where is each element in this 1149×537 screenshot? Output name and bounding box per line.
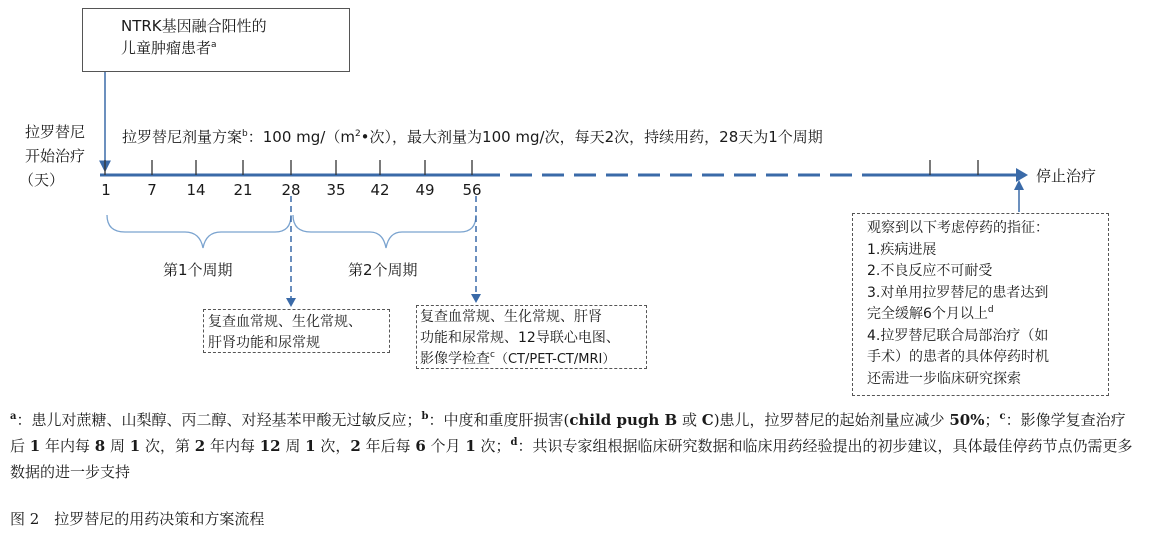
patient-box-sup: a [211, 40, 217, 50]
stop-box-title: 观察到以下考虑停药的指征： [867, 220, 1049, 236]
cycle2-brace [293, 215, 476, 248]
check2-arrowhead [471, 294, 481, 303]
footnote-b-bold2: C [701, 411, 714, 429]
footnote-c-b8: 6 [415, 437, 426, 455]
tick-label: 56 [462, 181, 482, 199]
tick-label: 49 [415, 181, 435, 199]
stop-arrowhead [1014, 180, 1024, 190]
start-label-line2: 开始治疗 [25, 147, 86, 165]
start-label [19, 120, 86, 192]
footnotes [10, 407, 1140, 485]
footnote-c-text3: 周 [105, 437, 130, 455]
footnote-b-bold3: 50% [949, 411, 985, 429]
tick-label: 35 [326, 181, 346, 199]
patient-box [82, 8, 350, 72]
stop-treatment-label: 停止治疗 [1036, 167, 1097, 185]
footnote-c-b6: 1 [305, 437, 316, 455]
footnote-c-b7: 2 [350, 437, 361, 455]
footnote-c-b9: 1 [465, 437, 476, 455]
footnote-c-b1: 1 [29, 437, 41, 455]
footnote-c-b4: 2 [194, 437, 206, 455]
footnote-c-text8: 年后每 [360, 437, 416, 455]
cycle1-brace [107, 215, 291, 248]
dosage-sup2: 2 [354, 129, 361, 139]
check-box-2 [416, 305, 647, 369]
check-box-2-line3a: 影像学检查 [420, 351, 490, 367]
patient-box-line1: NTRK基因融合阳性的 [121, 17, 267, 35]
footnote-c-text4: 次，第 [140, 437, 195, 455]
check-box-2-line1: 复查血常规、生化常规、肝肾 [420, 309, 602, 325]
footnote-c-text10: 次； [475, 437, 511, 455]
footnote-c-text6: 周 [280, 437, 306, 455]
check1-arrowhead [286, 298, 296, 307]
footnote-a-mark: a [10, 411, 17, 422]
tick-label: 7 [147, 181, 157, 199]
stop-box-item3-sup: d [987, 305, 994, 315]
check-box-2-line3b: （CT/PET-CT/MRI） [494, 352, 616, 367]
tick-label: 14 [186, 181, 206, 199]
timeline-arrowhead [1016, 168, 1028, 182]
stop-box-item4-line2: 手术）的患者的具体停药时机 [867, 349, 1049, 365]
dosage-text [122, 126, 823, 148]
tick-label: 21 [233, 181, 253, 199]
footnote-c-b3: 1 [129, 437, 141, 455]
dosage-text2: •次），最大剂量为100 mg/次，每天2次，持续用药，28天为1个周期 [360, 128, 823, 146]
footnote-c-b2: 8 [94, 437, 106, 455]
dosage-prefix: 拉罗替尼剂量方案 [122, 128, 243, 146]
footnote-b-text4: ； [984, 411, 1000, 429]
start-label-line3: （天） [19, 171, 65, 189]
footnote-c-text2: 年内每 [40, 437, 95, 455]
footnote-b-text1: ：中度和重度肝损害( [428, 411, 570, 429]
stop-box-item2: 2.不良反应不可耐受 [867, 263, 993, 279]
tick-label: 28 [281, 181, 301, 199]
check-box-1-line2: 肝肾功能和尿常规 [208, 335, 320, 351]
stop-box-item4-line3: 还需进一步临床研究探索 [867, 370, 1021, 387]
check-box-1 [203, 309, 390, 353]
cycle1-label: 第1个周期 [163, 261, 233, 279]
check-box-2-line2: 功能和尿常规、12导联心电图、 [420, 330, 620, 346]
check-box-2-sup: c [490, 350, 495, 360]
footnote-d-text: ：共识专家组根据临床研究数据和临床用药经验提出的初步建议，具体最佳停药节点仍需更多数据的进一步支持 [10, 437, 1133, 481]
footnote-b-text2: 或 [677, 411, 702, 429]
stop-indications-box [852, 213, 1109, 396]
patient-box-line2-wrap [121, 37, 349, 59]
patient-box-line2: 儿童肿瘤患者 [121, 39, 212, 57]
dosage-sup: b [242, 129, 248, 139]
stop-box-item3-line2-wrap [867, 304, 1108, 326]
footnote-b-text3: )患儿，拉罗替尼的起始剂量应减少 [713, 411, 950, 429]
tick-label: 1 [101, 181, 111, 199]
footnote-c-mark: c [999, 411, 1006, 422]
stop-box-item3-line2: 完全缓解6个月以上 [867, 306, 988, 322]
tick-label: 42 [370, 181, 390, 199]
check-box-2-line3 [420, 349, 646, 370]
footnote-c-text7: 次， [315, 437, 351, 455]
stop-box-item1: 1.疾病进展 [867, 241, 937, 258]
footnote-c-text9: 个月 [425, 437, 466, 455]
stop-box-item4-line1: 4.拉罗替尼联合局部治疗（如 [867, 327, 1049, 344]
start-label-line1: 拉罗替尼 [25, 123, 86, 141]
footnote-c-b5: 12 [259, 437, 281, 455]
check-box-1-line1: 复查血常规、生化常规、 [208, 314, 362, 330]
footnote-c-text5: 年内每 [205, 437, 260, 455]
figure-caption: 图 2 拉罗替尼的用药决策和方案流程 [10, 510, 265, 528]
footnote-c-text1: ：影像学复查治疗后 [10, 411, 1126, 455]
timeline-ticks [105, 160, 978, 175]
footnote-b-mark: b [421, 411, 429, 422]
cycle2-label: 第2个周期 [348, 261, 418, 279]
dosage-text1: ：100 mg/（m [247, 128, 355, 146]
stop-box-item3-line1: 3.对单用拉罗替尼的患者达到 [867, 284, 1049, 301]
footnote-a-text: ：患儿对蔗糖、山梨醇、丙二醇、对羟基苯甲酸无过敏反应； [16, 411, 422, 429]
footnote-d-mark: d [510, 437, 518, 448]
footnote-b-bold1: child pugh B [569, 411, 678, 429]
